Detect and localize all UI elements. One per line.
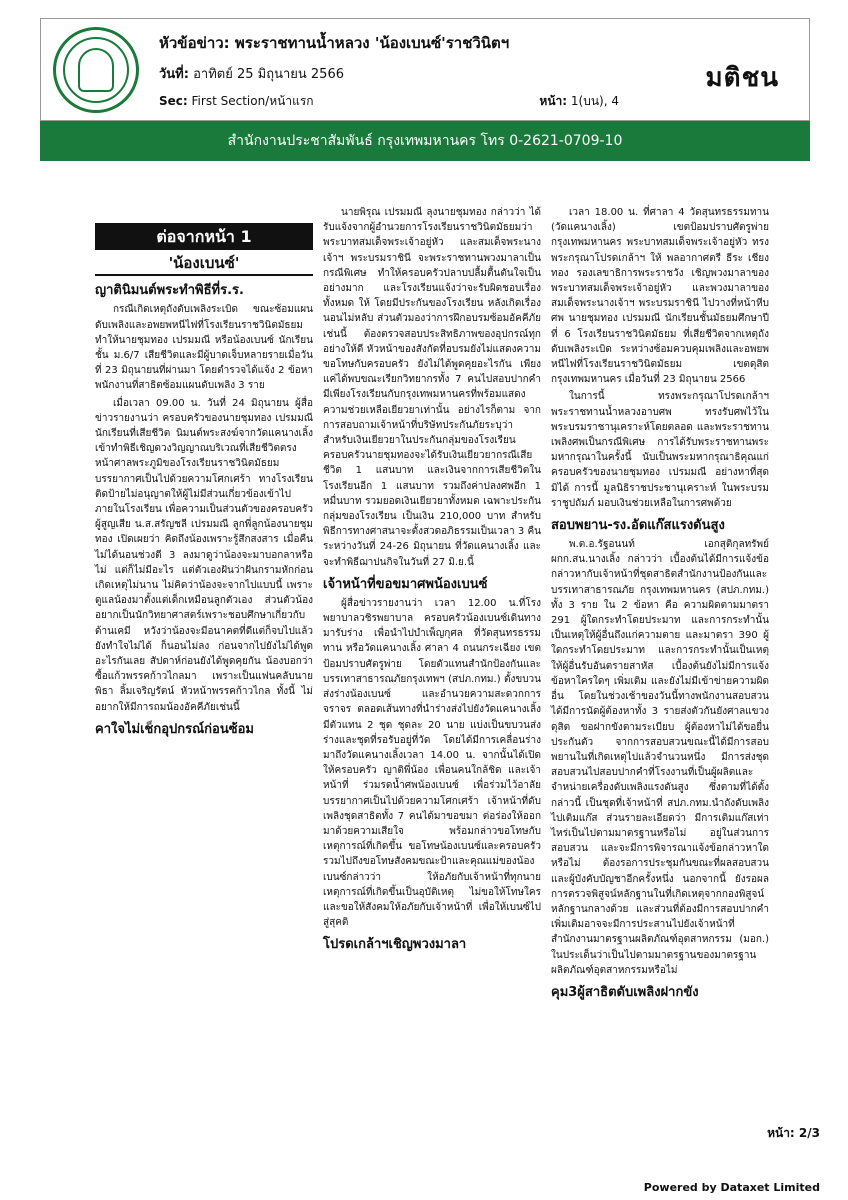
paragraph: นายพิรุณ เปรมมณี ลุงนายชุมทอง กล่าวว่า ได้รับแจ้งจากผู้อำนวยการโรงเรียนราชวินิตมัธยมว่า พระบาทสมเด็จพระเจ้าอยู่หัว และสมเด็จพระนางเจ้าฯ พระบรมราชินี จะพระราชทานพวงมาลาเป็นกรณีพิเศษ ทำให้ครอบครัวปลาบปลื้มตื้นตันใจเป็นอย่างมาก และโรงเรียนแจ้งว่าจะรับผิดชอบเรื่องทั้งหมด ให้ โดยมีประกันของโรงเรียน หลังเกิดเรื่องนอนไม่หลับ ส่วนตัวมองว่าการฝึกอบรมซ้อมอัคคีภัยเช่นนี้ ต้องตรวจสอบประสิทธิภาพของอุปกรณ์ทุกอย่างให้ดี หัวหน้าของสังกัดที่อบรมยังไม่แสดงความขอโทษกับครอบครัว ยังไม่ได้พูดคุยอะไรกัน เพียงแค่ได้พบขณะเรียกวิทยากรทั้ง 7 คนไปสอบปากคำ มีเพียงโรงเรียนกับกรุงเทพมหานครที่พร้อมแสดงความช่วยเหลือเยียวยาเท่านั้น อย่างไรก็ตาม จากการสอบถามเจ้าหน้าที่บริษัทประกันภัยระบุว่า สำหรับเงินเยียวยาในประกันกลุ่มของโรงเรียน ครอบครัวนายชุมทองจะได้รับเงินเยียวยากรณีเสียชีวิต 1 แสนบาท และเงินจากการเสียชีวิตในโรงเรียนอีก 1 แสนบาท รวมถึงค่าปลงศพอีก 1 หมื่นบาท รวมยอดเงินเยียวยาทั้งหมด เฉพาะประกันกลุ่มของโรงเรียน เป็นเงิน 210,000 บาท สำหรับพิธีการทางศาสนาจะตั้งสวดอภิธรรมเป็นเวลา 3 คืน ระหว่างวันที่ 24-26 มิถุนายน ที่วัดแคนางเลิ้ง และจะทำพิธีฌาปนกิจในวันที่ 27 มิ.ย.นี้ [323,207,541,568]
headline: พระราชทานน้ำหลวง 'น้องเบนซ์'ราชวินิตฯ [234,34,510,52]
section-heading: เจ้าหน้าที่ขอขมาศพน้องเบนซ์ [323,576,488,592]
page-indicator: หน้า: 2/3 [767,1126,820,1140]
article-body [95,205,770,1000]
continued-banner: ต่อจากหน้า 1 [95,223,313,250]
column-3 [551,205,769,1004]
section-heading: สอบพยาน-รง.อัดแก๊สแรงดันสูง [551,518,725,534]
powered-by: Powered by Dataxet Limited [643,1181,820,1194]
column-1 [95,205,313,741]
date-value: อาทิตย์ 25 มิถุนายน 2566 [193,67,344,82]
paragraph: เมื่อเวลา 09.00 น. วันที่ 24 มิถุนายน ผู้สื่อข่าวรายงานว่า ครอบครัวของนายชุมทอง เปรมมณี นักเรียนที่เสียชีวิต นิมนต์พระสงฆ์จากวัดแคนางเลิ้ง เข้าทำพิธีเชิญดวงวิญญาณบริเวณที่เสียชีวิตตรงหน้าศาลพระภูมิของโรงเรียนราชวินิตมัธยม บรรยากาศเป็นไปด้วยความโศกเศร้า ทางโรงเรียนติดป้ายไม่อนุญาตให้ผู้ไม่มีส่วนเกี่ยวข้องเข้าไปภายในโรงเรียน เพื่อความเป็นส่วนตัวของครอบครัวผู้สูญเสีย น.ส.สรัญชลี เปรมมณี ลูกพี่ลูกน้องนายชุมทอง เปิดเผยว่า คิดถึงน้องเพราะรู้สึกสงสาร เมื่อคืนไม่ได้นอนช่วงตี 3 ลงมาดูว่าน้องจะมาบอกลาหรือไม่ แต่ก็ไม่มีอะไร แต่ตัวเองฝันว่าฝันกรามหักก่อนเกิดเหตุไม่นาน ไม่คิดว่าน้องจะจากไปแบบนี้ เพราะดูแลน้องมาตั้งแต่เด็กเหมือนลูกตัวเอง ส่วนตัวน้องอยากเป็นนักวิทยาศาสตร์เพราะชอบศึกษาเกี่ยวกับด้านเคมี หวังว่าน้องจะมีอนาคตที่ดีแต่ก็จบไปแล้ว ยังทำใจไม่ได้ ก็นอนไม่ลง ก่อนจากไปยังไม่ได้พูดอะไรกันเลย สัปดาห์ก่อนยังได้พูดคุยกัน น้องบอกว่าซื้อแก้วพรรคก้าวไกลมา เพราะเป็นแฟนคลับนายพิธา ลิ้มเจริญรัตน์ หัวหน้าพรรคก้าวไกล ทั้งนี้ ไม่อยากให้มีการถมน้องอัคคีภัยเช่นนี้ [95,397,313,713]
bangkok-seal-logo [53,27,139,113]
paragraph: ในการนี้ ทรงพระกรุณาโปรดเกล้าฯ พระราชทานน้ำหลวงอาบศพ ทรงรับศพไว้ในพระบรมราชานุเคราะห์โดยตลอด และพระราชทานเพลิงศพเป็นกรณีพิเศษ การได้รับพระราชทานพระมหากรุณาในครั้งนี้ นับเป็นพระมหากรุณาธิคุณแก่ครอบครัวของนายชุมทอง เปรมมณี อย่างหาที่สุดมิได้ การนี้ มูลนิธิราชประชานุเคราะห์ ในพระบรมราชูปถัมภ์ มอบเงินช่วยเหลือในการศพด้วย [551,391,769,509]
date-label: วันที่: [159,67,189,82]
paragraph: กรณีเกิดเหตุถังดับเพลิงระเบิด ขณะซ้อมแผนดับเพลิงและอพยพหนีไฟที่โรงเรียนราชวินิตมัธยม ทำให้นายชุมทอง เปรมมณี หรือน้องเบนซ์ นักเรียนชั้น ม.6/7 เสียชีวิตและมีผู้บาดเจ็บหลายรายเมื่อวันที่ 23 มิถุนายนที่ผ่านมา โดยตำรวจได้แจ้ง 2 ข้อหา พนักงานที่สาธิตซ้อมแผนดับเพลิง 3 ราย [95,304,313,392]
page-value: 1(บน), 4 [570,94,619,108]
paragraph: ผู้สื่อข่าวรายงานว่า เวลา 12.00 น.ที่โรงพยาบาลวชิรพยาบาล ครอบครัวน้องเบนซ์เดินทางมารับร่าง เพื่อนำไปบำเพ็ญกุศล ที่วัดสุนทรธรรมทาน หรือวัดแคนางเลิ้ง ศาลา 4 ถนนกระเฉียง เขตป้อมปราบศัตรูพ่าย โดยตัวแทนสำนักป้องกันและบรรเทาสาธารณภัยกรุงเทพฯ (สปภ.กทม.) ตั้งขบวนส่งร่างน้องเบนซ์ และอำนวยความสะดวกการจราจร ตลอดเส้นทางที่นำร่างส่งไปยังวัดแคนางเลิ้ง มีตัวแทน 2 ชุด ชุดละ 20 นาย แบ่งเป็นขบวนส่งร่างและชุดที่รอรับอยู่ที่วัด โดยได้มีการเคลื่อนร่างมาถึงวัดแคนางเลิ้งเวลา 14.00 น. จากนั้นได้เปิดให้ครอบครัว ญาติพี่น้อง เพื่อนคนใกล้ชิด และเจ้าหน้าที่ ร่วมรดน้ำศพน้องเบนซ์ เพื่อร่วมไว้อาลัย บรรยากาศเป็นไปด้วยความโศกเศร้า เจ้าหน้าที่ดับเพลิงชุดสาธิตทั้ง 7 คนได้มาขอขมา ต่อร่องให้ออกมาด้วยความเสียใจ พร้อมกล่าวขอโทษกับเหตุการณ์ที่เกิดขึ้น ขอโทษน้องเบนซ์และครอบครัว รวมไปถึงขอโทษสังคมขณะป้าและคุณแม่ของน้องเบนซ์กล่าวว่า ให้อภัยกับเจ้าหน้าที่ทุกนาย เหตุการณ์ที่เกิดขึ้นเป็นอุบัติเหตุ ไม่ขอให้โทษใคร และขอให้สังคมให้อภัยกับเจ้าหน้าที่ เพื่อให้เบนซ์ไปสู่สุคติ [323,597,541,929]
section-heading: ญาตินิมนต์พระทำพิธีที่ร.ร. [95,283,244,299]
publication-logo: มติชน [705,63,779,93]
article-subject: 'น้องเบนซ์' [95,256,313,276]
page-label: หน้า: [539,94,568,108]
paragraph: พ.ต.อ.รัฐอนนท์ เอกสุติกุลทรัพย์ ผกก.สน.นางเลิ้ง กล่าวว่า เบื้องต้นได้มีการแจ้งข้อกล่าวหากับเจ้าหน้าที่ชุดสาธิตสำนักงานป้องกันและบรรเทาสาธารณภัย กรุงเทพมหานคร (สปภ.กทม.) ทั้ง 3 ราย ใน 2 ข้อหา คือ ความผิดตามมาตรา 291 ผู้ใดกระทำโดยประมาท และการกระทำนั้นเป็นเหตุให้ผู้อื่นถึงแก่ความตาย และมาตรา 390 ผู้ใดกระทำโดยประมาท และการกระทำนั้นเป็นเหตุให้ผู้อื่นรับอันตรายสาหัส เบื้องต้นยังไม่มีการแจ้งข้อหาใครใดๆ เพิ่มเติม และยังไม่มีเข้าข่ายความผิดอื่น โดยในช่วงเช้าของวันนี้ทางพนักงานสอบสวนได้มีการนัดผู้ต้องหาทั้ง 3 รายส่งตัวกันยังศาลแขวงดุสิต ขอฝากขังตามระเบียบ ผู้ต้องหาไม่ได้ขอยื่นประกันตัว จากการสอบสวนขณะนี้ได้มีการสอบพยานในที่เกิดเหตุไปแล้วจำนวนหนึ่ง มีการส่งชุดสอบสวนไปสอบปากคำที่โรงงานที่เป็นผู้ผลิตและจำหน่ายเครื่องดับเพลิงแรงดันสูง ซึ่งตามที่ได้ตั้งกล่าวนี้ เป็นชุดที่เจ้าหน้าที่ สปภ.กทม.นำถังดับเพลิงไปเติมแก๊ส ส่วนรายละเอียดว่า มีการเติมแก๊สเท่าไหร่เป็นไปตามมาตรฐานหรือไม่ อยู่ในส่วนการสอบสวน และจะมีการพิจารณาแจ้งข้อกล่าวหาใดหรือไม่ ต้องรอการประชุมกันขณะที่ผลสอบสวน และผู้บังคับบัญชาอีกครั้งหนึ่ง นอกจากนี้ ยังรอผลการตรวจพิสูจน์หลักฐานในที่เกิดเหตุจากกองพิสูจน์หลักฐานกลางด้วย และส่วนที่ต้องมีการสอบปากคำเพิ่มเติมอาจจะมีการประสานไปยังเจ้าหน้าที่สำนักงานมาตรฐานผลิตภัณฑ์อุตสาหกรรม (มอก.) ในประเด็นว่าเป็นไปตามมาตรฐานของมาตรฐานผลิตภัณฑ์อุตสาหกรรมหรือไม่ [551,539,769,976]
clipping-header [40,18,810,121]
paragraph: เวลา 18.00 น. ที่ศาลา 4 วัดสุนทรธรรมทาน (วัดแคนางเลิ้ง) เขตป้อมปราบศัตรูพ่าย กรุงเทพมหานคร พระบาทสมเด็จพระเจ้าอยู่หัว ทรงพระกรุณาโปรดเกล้าฯ ให้ พลอากาศตรี ธีระ เชียงทอง รองเลขาธิการพระราชวัง เชิญพวงมาลาของพระบาทสมเด็จพระเจ้าอยู่หัว และพวงมาลาของสมเด็จพระนางเจ้าฯ พระบรมราชินี ไปวางที่หน้าหีบศพ นายชุมทอง เปรมมณี นักเรียนชั้นมัธยมศึกษาปีที่ 6 โรงเรียนราชวินิตมัธยม ที่เสียชีวิตจากเหตุถังดับเพลิงระเบิด ระหว่างซ้อมควบคุมเพลิงและอพยพหนีไฟที่โรงเรียนราชวินิตมัธยม เขตดุสิต กรุงเทพมหานคร เมื่อวันที่ 23 มิถุนายน 2566 [551,207,769,386]
office-banner: สำนักงานประชาสัมพันธ์ กรุงเทพมหานคร โทร 0-2621-0709-10 [40,121,810,161]
section-heading: คุม3ผู้สาธิตดับเพลิงฝากขัง [551,984,699,1000]
section-heading: โปรดเกล้าฯเชิญพวงมาลา [323,937,467,953]
clipping-meta [159,29,679,111]
section-label: Sec: [159,94,188,108]
column-2 [323,205,541,956]
section-heading: คาใจไม่เช็กอุปกรณ์ก่อนซ้อม [95,721,254,737]
headline-label: หัวข้อข่าว: [159,34,230,52]
section-value: First Section/หน้าแรก [191,94,314,108]
